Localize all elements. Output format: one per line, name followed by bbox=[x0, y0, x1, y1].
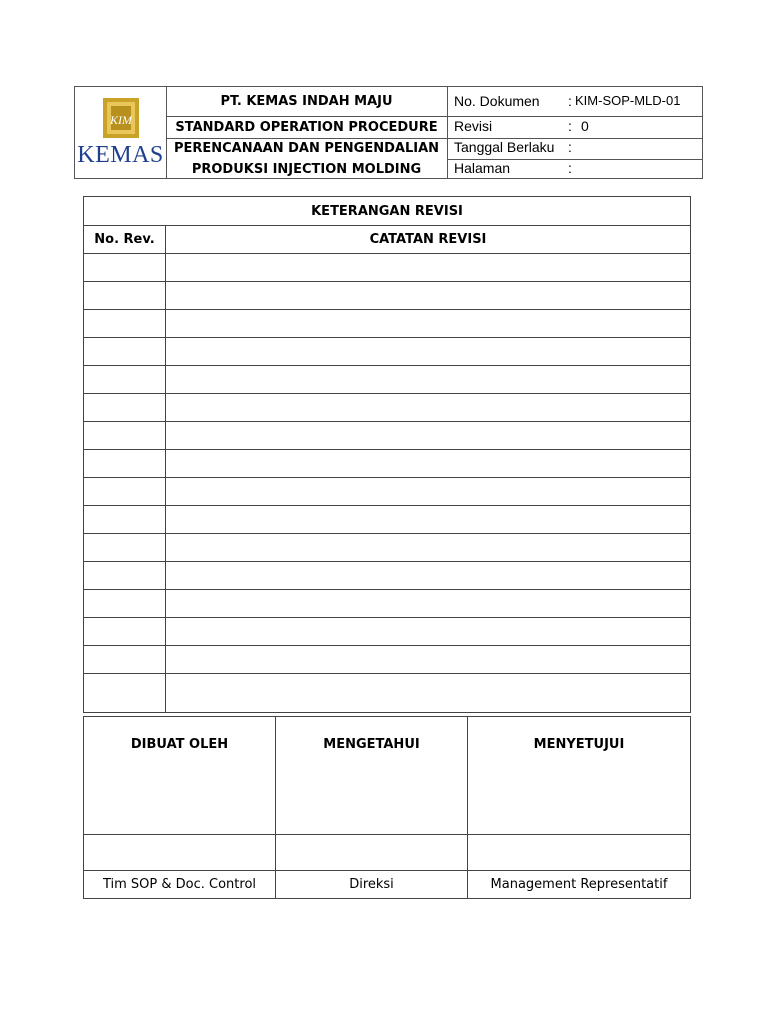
revision-number-cell bbox=[84, 310, 166, 338]
meta-value: 0 bbox=[581, 118, 589, 134]
svg-text:KIM: KIM bbox=[109, 113, 132, 127]
company-name: PT. KEMAS INDAH MAJU bbox=[220, 94, 393, 109]
revision-note-cell bbox=[166, 646, 691, 674]
revision-note-cell bbox=[166, 282, 691, 310]
revision-row bbox=[84, 646, 691, 674]
revision-table bbox=[83, 196, 691, 713]
meta-label: Halaman bbox=[454, 160, 511, 176]
meta-label: No. Dokumen bbox=[454, 93, 540, 109]
signature-name-cell bbox=[84, 835, 276, 871]
approval-header-approved: MENYETUJUI bbox=[468, 717, 691, 835]
approval-role-approved: Management Representatif bbox=[468, 871, 691, 899]
revision-row bbox=[84, 618, 691, 646]
revision-note-cell bbox=[166, 338, 691, 366]
revision-row bbox=[84, 478, 691, 506]
revision-note-cell bbox=[166, 366, 691, 394]
revision-note-cell bbox=[166, 394, 691, 422]
revision-number-cell bbox=[84, 478, 166, 506]
company-logo bbox=[75, 87, 167, 178]
meta-value: KIM-SOP-MLD-01 bbox=[575, 93, 681, 108]
revision-row bbox=[84, 338, 691, 366]
kemas-emblem-icon bbox=[101, 96, 141, 140]
revision-note-cell bbox=[166, 310, 691, 338]
revision-note-cell bbox=[166, 590, 691, 618]
signature-name-cell bbox=[276, 835, 468, 871]
revision-row bbox=[84, 366, 691, 394]
meta-sep: : bbox=[568, 118, 572, 134]
document-title-line2: PRODUKSI INJECTION MOLDING bbox=[191, 161, 422, 177]
revision-table-title: KETERANGAN REVISI bbox=[84, 197, 691, 226]
header-meta-column bbox=[447, 87, 702, 178]
revision-row bbox=[84, 590, 691, 618]
revision-number-cell bbox=[84, 282, 166, 310]
logo-wordmark: KEMAS bbox=[77, 142, 164, 168]
document-header bbox=[74, 86, 703, 179]
revision-note-cell bbox=[166, 506, 691, 534]
revision-number-cell bbox=[84, 562, 166, 590]
signature-name-cell bbox=[468, 835, 691, 871]
revision-note-cell bbox=[166, 254, 691, 282]
revision-row bbox=[84, 450, 691, 478]
revision-row bbox=[84, 674, 691, 713]
document-type: STANDARD OPERATION PROCEDURE bbox=[175, 119, 438, 135]
revision-number-cell bbox=[84, 422, 166, 450]
meta-label: Tanggal Berlaku bbox=[454, 139, 555, 155]
revision-row bbox=[84, 534, 691, 562]
revision-note-cell bbox=[166, 478, 691, 506]
revision-row bbox=[84, 506, 691, 534]
approval-header-prepared: DIBUAT OLEH bbox=[84, 717, 276, 835]
revision-table-body bbox=[84, 254, 691, 713]
meta-label: Revisi bbox=[454, 118, 493, 134]
revision-number-cell bbox=[84, 618, 166, 646]
revision-number-cell bbox=[84, 506, 166, 534]
revision-col-notes: CATATAN REVISI bbox=[166, 226, 691, 254]
approval-role-prepared: Tim SOP & Doc. Control bbox=[84, 871, 276, 899]
revision-row bbox=[84, 310, 691, 338]
revision-note-cell bbox=[166, 562, 691, 590]
revision-row bbox=[84, 394, 691, 422]
revision-number-cell bbox=[84, 394, 166, 422]
revision-number-cell bbox=[84, 366, 166, 394]
revision-row bbox=[84, 562, 691, 590]
approval-table bbox=[83, 716, 691, 899]
header-title-column bbox=[166, 87, 448, 178]
revision-number-cell bbox=[84, 338, 166, 366]
revision-col-number: No. Rev. bbox=[84, 226, 166, 254]
revision-note-cell bbox=[166, 450, 691, 478]
meta-sep: : bbox=[568, 93, 572, 109]
revision-note-cell bbox=[166, 534, 691, 562]
revision-number-cell bbox=[84, 590, 166, 618]
revision-number-cell bbox=[84, 674, 166, 713]
meta-sep: : bbox=[568, 139, 572, 155]
approval-header-acknowledged: MENGETAHUI bbox=[276, 717, 468, 835]
revision-number-cell bbox=[84, 254, 166, 282]
revision-note-cell bbox=[166, 674, 691, 713]
approval-role-acknowledged: Direksi bbox=[276, 871, 468, 899]
revision-row bbox=[84, 254, 691, 282]
revision-row bbox=[84, 282, 691, 310]
revision-number-cell bbox=[84, 450, 166, 478]
revision-note-cell bbox=[166, 618, 691, 646]
meta-sep: : bbox=[568, 160, 572, 176]
revision-number-cell bbox=[84, 646, 166, 674]
revision-row bbox=[84, 422, 691, 450]
revision-note-cell bbox=[166, 422, 691, 450]
revision-number-cell bbox=[84, 534, 166, 562]
document-title-line1: PERENCANAAN DAN PENGENDALIAN bbox=[173, 140, 440, 156]
